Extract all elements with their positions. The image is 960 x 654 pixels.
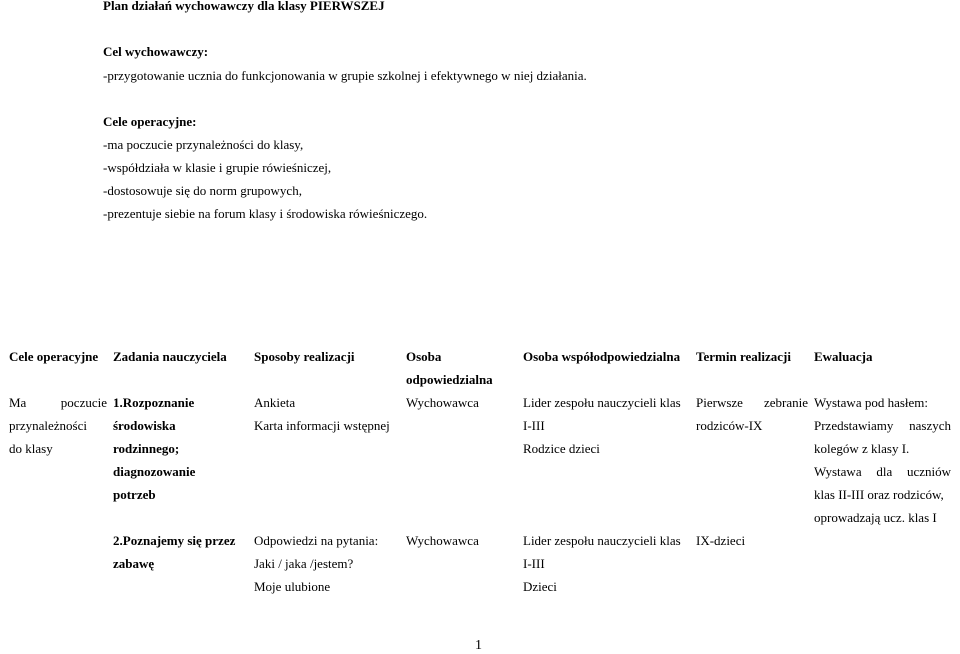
- task-cell: [110, 391, 251, 529]
- task-cell: [110, 529, 251, 598]
- co-responsible-cell: [520, 391, 693, 529]
- term-word: Pierwsze: [696, 395, 743, 410]
- co-responsible-line: Dzieci: [523, 579, 557, 594]
- evaluation-word: Przedstawiamy: [814, 418, 894, 433]
- evaluation-cell: [811, 391, 954, 529]
- evaluation-line: [814, 414, 951, 437]
- co-responsible-line: Lider zespołu nauczycieli klas: [523, 395, 681, 410]
- methods-cell: [251, 391, 403, 529]
- evaluation-word: dla: [876, 464, 893, 479]
- co-responsible-line: Lider zespołu nauczycieli klas: [523, 533, 681, 548]
- task-line: 1.Rozpoznanie: [113, 395, 195, 410]
- method-line: Jaki / jaka /jestem?: [254, 556, 354, 571]
- term-line1: [696, 391, 808, 414]
- task-line: potrzeb: [113, 487, 156, 502]
- responsible-cell: Wychowawca: [406, 395, 479, 410]
- co-responsible-line: I-III: [523, 556, 545, 571]
- objective-item: -dostosowuje się do norm grupowych,: [103, 183, 302, 198]
- header-goals: Cele operacyjne: [9, 349, 99, 364]
- goal-heading: Cel wychowawczy:: [103, 44, 209, 59]
- task-line: środowiska: [113, 418, 176, 433]
- task-line: 2.Poznajemy się przez: [113, 533, 236, 548]
- co-responsible-line: Rodzice dzieci: [523, 441, 600, 456]
- header-term: Termin realizacji: [696, 349, 791, 364]
- methods-cell: [251, 529, 403, 598]
- co-responsible-line: I-III: [523, 418, 545, 433]
- table-header-row: [6, 345, 954, 391]
- evaluation-line: klas II-III oraz rodziców,: [814, 487, 944, 502]
- goal-line1: [9, 391, 107, 414]
- evaluation-line: kolegów z klasy I.: [814, 441, 910, 456]
- table-row: [6, 391, 954, 529]
- evaluation-line: [814, 460, 951, 483]
- goal-line3: do klasy: [9, 441, 53, 456]
- method-line: Odpowiedzi na pytania:: [254, 533, 379, 548]
- term-cell: IX-dzieci: [696, 533, 746, 548]
- evaluation-word: Wystawa: [814, 464, 862, 479]
- task-line: diagnozowanie: [113, 464, 196, 479]
- goal-text: -przygotowanie ucznia do funkcjonowania w grupie szkolnej i efektywnego w niej działania.: [103, 68, 587, 83]
- term-cell: [693, 391, 811, 529]
- header-evaluation: Ewaluacja: [814, 349, 873, 364]
- page-title: Plan działań wychowawczy dla klasy PIERWSZEJ: [103, 0, 385, 13]
- method-line: Moje ulubione: [254, 579, 331, 594]
- objective-item: -prezentuje siebie na forum klasy i środowiska rówieśniczego.: [103, 206, 428, 221]
- header-co-responsible: Osoba współodpowiedzialna: [523, 349, 681, 364]
- method-line: Ankieta: [254, 395, 296, 410]
- co-responsible-cell: [520, 529, 693, 598]
- objective-item: -współdziała w klasie i grupie rówieśniczej,: [103, 160, 332, 175]
- page-number: 1: [475, 638, 482, 653]
- evaluation-cell-empty: [811, 529, 954, 598]
- method-line: Karta informacji wstępnej: [254, 418, 390, 433]
- goal-line2: przynależności: [9, 418, 87, 433]
- responsible-cell: Wychowawca: [406, 533, 479, 548]
- header-responsible: [403, 345, 520, 391]
- header-tasks: Zadania nauczyciela: [113, 349, 227, 364]
- task-line: rodzinnego;: [113, 441, 180, 456]
- goal-word: Ma: [9, 395, 27, 410]
- objectives-heading: Cele operacyjne:: [103, 114, 197, 129]
- term-line2: rodziców-IX: [696, 418, 763, 433]
- goal-word: poczucie: [60, 395, 107, 410]
- action-plan-table: [6, 345, 954, 598]
- evaluation-word: uczniów: [906, 464, 951, 479]
- header-responsible-line1: Osoba: [406, 349, 442, 364]
- goal-cell: [6, 391, 110, 598]
- evaluation-line: Wystawa pod hasłem:: [814, 395, 929, 410]
- table-row: [6, 529, 954, 598]
- term-word: zebranie: [763, 395, 808, 410]
- evaluation-line: oprowadzają ucz. klas I: [814, 510, 937, 525]
- evaluation-word: naszych: [909, 418, 951, 433]
- objective-item: -ma poczucie przynależności do klasy,: [103, 137, 304, 152]
- task-line: zabawę: [113, 556, 155, 571]
- header-methods: Sposoby realizacji: [254, 349, 355, 364]
- header-responsible-line2: odpowiedzialna: [406, 372, 493, 387]
